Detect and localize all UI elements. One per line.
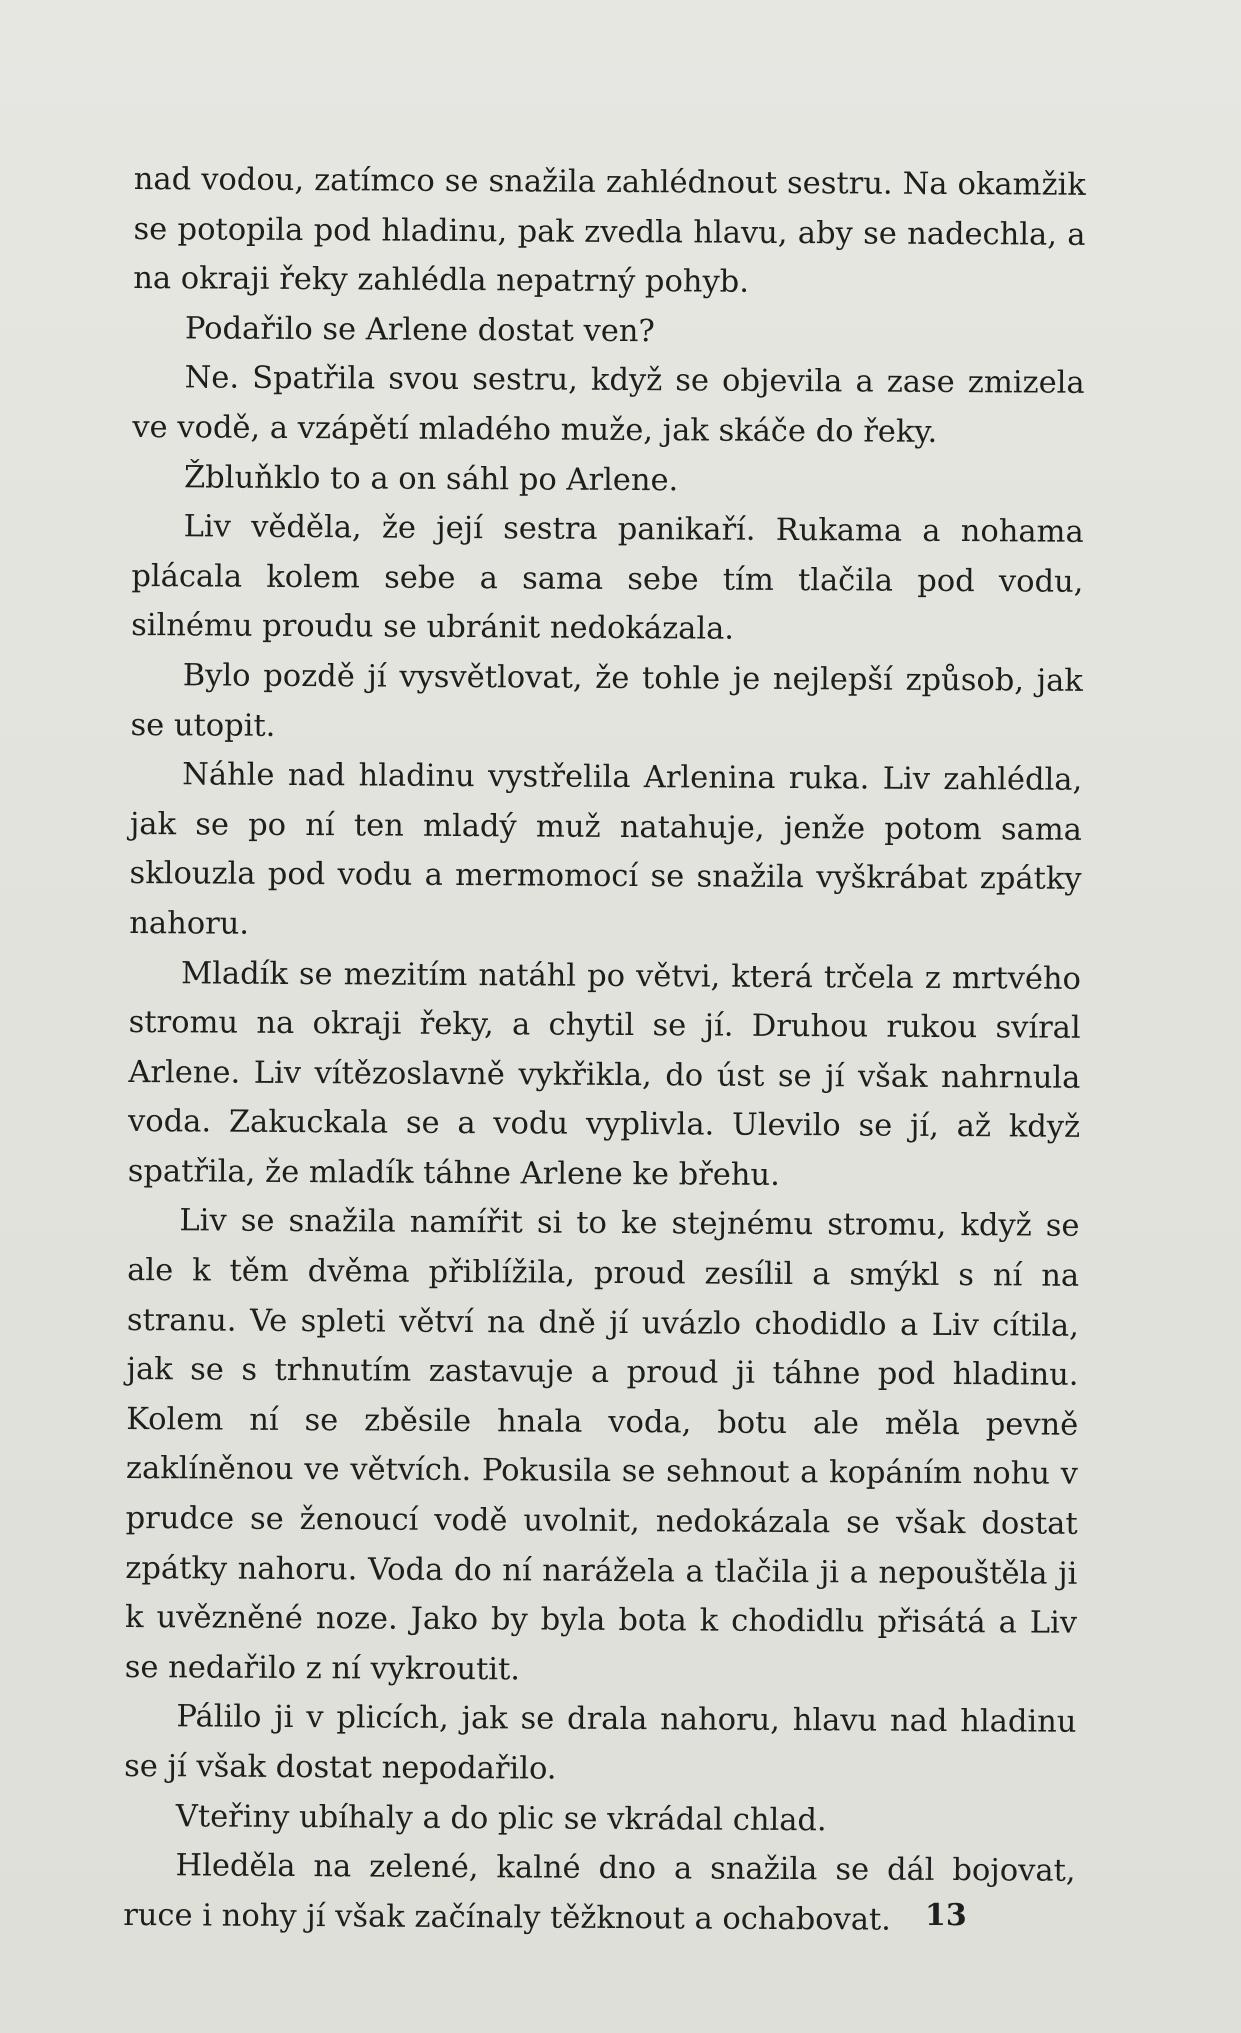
paragraph-7: Náhle nad hladinu vystřelila Arlenina ruka. Liv zahlédla, jak se po ní ten mladý muž natahuje, jenže potom sama sklouzla pod vodu a mermomocí se snažila vyškrábat zpátky nahoru.: [129, 757, 1083, 942]
page-number: 13: [925, 1898, 967, 1933]
paragraph-1: nad vodou, zatímco se snažila zahlédnout sestru. Na okamžik se potopila pod hladinu, pak zvedla hlavu, aby se nadechla, a na okraji řeky zahlédla nepatrný pohyb.: [133, 161, 1086, 300]
paragraph-12: Hleděla na zelené, kalné dno a snažila se dál bojovat, ruce i nohy jí však začínaly těžknout a ochabovat.: [123, 1848, 1076, 1938]
paragraph-10: Pálilo ji v plicích, jak se drala nahoru, hlavu nad hladinu se jí však dostat nepodařilo.: [124, 1699, 1077, 1787]
paragraph-8: Mladík se mezitím natáhl po větvi, která trčela z mrtvého stromu na okraji řeky, a chytil se jí. Druhou rukou svíral Arlene. Liv vítězoslavně vykřikla, do úst se jí však nahrnula voda. Zakuckala se a vodu vyplivla. Ulevilo se jí, až když spatřila, že mladík táhne Arlene ke břehu.: [127, 955, 1082, 1193]
paragraph-11: Vteřiny ubíhaly a do plic se vkrádal chlad.: [175, 1798, 827, 1838]
paragraph-2: Podařilo se Arlene dostat ven?: [184, 311, 655, 349]
paragraph-6: Bylo pozdě jí vysvětlovat, že tohle je nejlepší způsob, jak se utopit.: [130, 658, 1083, 744]
paragraph-3: Ne. Spatřila svou sestru, když se objevila a zase zmizela ve vodě, a vzápětí mladého muže, jak skáče do řeky.: [132, 360, 1085, 450]
paragraph-9: Liv se snažila namířit si to ke stejnému stromu, když se ale k těm dvěma přiblížila, proud zesílil a smýkl s ní na stranu. Ve spleti větví na dně jí uvázlo chodidlo a Liv cítila, jak se s trhnutím zastavuje a proud ji táhne pod hladinu. Kolem ní se zběsile hnala voda, botu ale měla pevně zaklíněnou ve větvích. Pokusila se sehnout a kopáním nohu v prudce se ženoucí vodě uvolnit, nedokázala se však dostat zpátky nahoru. Voda do ní narážela a tlačila ji a nepouštěla ji k uvězněné noze. Jako by byla bota k chodidlu přisátá a Liv se nedařilo z ní vykroutit.: [124, 1203, 1080, 1688]
paragraph-5: Liv věděla, že její sestra panikaří. Rukama a nohama plácala kolem sebe a sama sebe tím tlačila pod vodu, silnému proudu se ubránit nedokázala.: [131, 509, 1084, 648]
paragraph-4: Žbluňklo to a on sáhl po Arlene.: [183, 459, 679, 498]
body-text: [123, 155, 1086, 1946]
